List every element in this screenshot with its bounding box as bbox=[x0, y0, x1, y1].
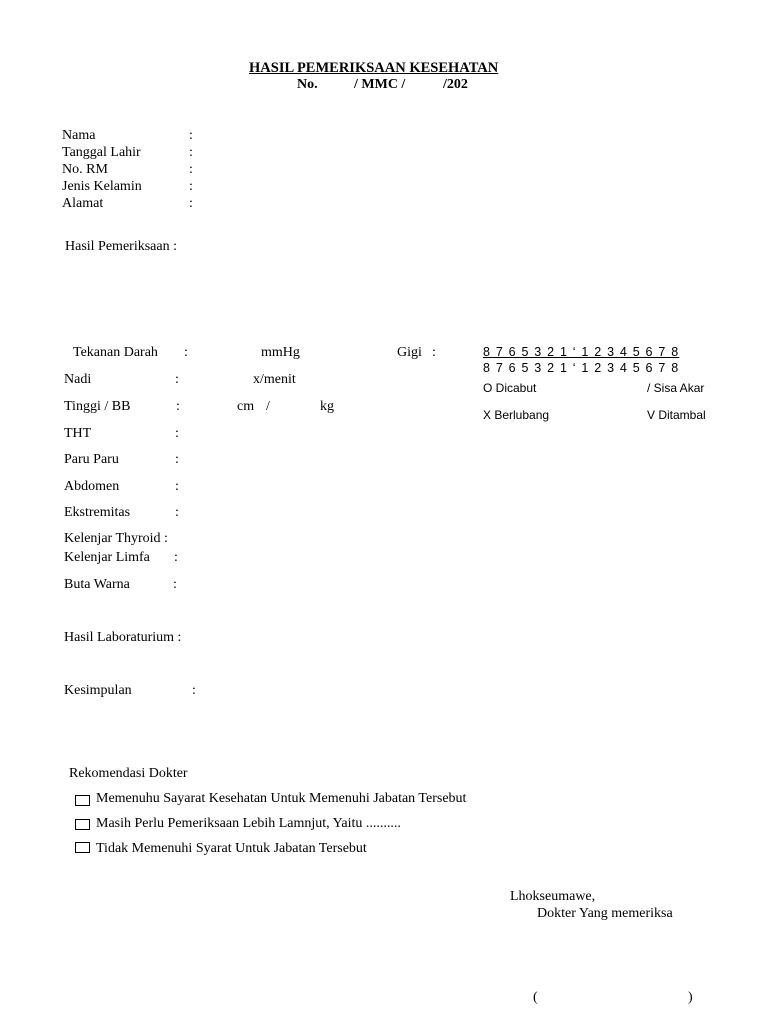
legend-dicabut: O Dicabut bbox=[483, 381, 537, 395]
teeth-upper-row: 8 7 6 5 3 2 1 ‘ 1 2 3 4 5 6 7 8 bbox=[483, 345, 680, 359]
signature-close-paren: ) bbox=[688, 990, 693, 1005]
tanggal-lahir-label: Tanggal Lahir bbox=[62, 145, 141, 160]
tekanan-darah-label: Tekanan Darah bbox=[73, 345, 158, 360]
teeth-lower-row: 8 7 6 5 3 2 1 ‘ 1 2 3 4 5 6 7 8 bbox=[483, 361, 680, 375]
buta-warna-label: Buta Warna bbox=[64, 577, 130, 592]
hasil-laboraturium-label: Hasil Laboraturium : bbox=[64, 630, 182, 645]
option-memenuhi-label: Memenuhu Sayarat Kesehatan Untuk Memenuhi Jabatan Tersebut bbox=[96, 791, 467, 806]
legend-sisa-akar: / Sisa Akar bbox=[647, 381, 705, 395]
tinggi-bb-sep: : bbox=[176, 399, 180, 414]
gigi-label: Gigi bbox=[397, 345, 422, 360]
nadi-unit: x/menit bbox=[253, 372, 296, 387]
kesimpulan-label: Kesimpulan bbox=[64, 683, 132, 698]
ekstremitas-label: Ekstremitas bbox=[64, 505, 131, 520]
tinggi-unit: cm bbox=[237, 399, 255, 414]
number-prefix: No. bbox=[297, 77, 318, 92]
signature-place: Lhokseumawe, bbox=[510, 889, 596, 904]
signature-open-paren: ( bbox=[533, 990, 538, 1005]
ekstremitas-sep: : bbox=[175, 505, 179, 520]
buta-warna-sep: : bbox=[173, 577, 177, 592]
number-year: /202 bbox=[443, 77, 468, 92]
kesimpulan-sep: : bbox=[192, 683, 196, 698]
bb-unit: kg bbox=[320, 399, 334, 414]
option-pemeriksaan-lanjut-checkbox[interactable] bbox=[75, 819, 90, 830]
legend-ditambal: V Ditambal bbox=[647, 408, 706, 422]
alamat-label: Alamat bbox=[62, 196, 104, 211]
legend-berlubang: X Berlubang bbox=[483, 408, 550, 422]
document-title: HASIL PEMERIKSAAN KESEHATAN bbox=[249, 60, 499, 76]
no-rm-label: No. RM bbox=[62, 162, 108, 177]
signature-role: Dokter Yang memeriksa bbox=[537, 906, 673, 921]
option-tidak-memenuhi-label: Tidak Memenuhi Syarat Untuk Jabatan Tersebut bbox=[96, 841, 367, 856]
number-mid: / MMC / bbox=[354, 77, 406, 92]
tanggal-lahir-sep: : bbox=[189, 145, 193, 160]
option-pemeriksaan-lanjut-label: Masih Perlu Pemeriksaan Lebih Lamnjut, Yaitu .......... bbox=[96, 816, 401, 831]
option-memenuhi-checkbox[interactable] bbox=[75, 795, 90, 806]
tekanan-darah-unit: mmHg bbox=[261, 345, 300, 360]
tht-label: THT bbox=[64, 426, 92, 441]
jenis-kelamin-sep: : bbox=[189, 179, 193, 194]
gigi-sep: : bbox=[432, 345, 436, 360]
tinggi-bb-slash: / bbox=[266, 399, 270, 414]
kelenjar-limfa-label: Kelenjar Limfa bbox=[64, 550, 150, 565]
abdomen-label: Abdomen bbox=[64, 479, 120, 494]
tht-sep: : bbox=[175, 426, 179, 441]
alamat-sep: : bbox=[189, 196, 193, 211]
nadi-label: Nadi bbox=[64, 372, 92, 387]
option-tidak-memenuhi-checkbox[interactable] bbox=[75, 842, 90, 853]
kelenjar-limfa-sep: : bbox=[174, 550, 178, 565]
nama-sep: : bbox=[189, 128, 193, 143]
paru-sep: : bbox=[175, 452, 179, 467]
jenis-kelamin-label: Jenis Kelamin bbox=[62, 179, 142, 194]
rekomendasi-heading: Rekomendasi Dokter bbox=[69, 766, 188, 781]
tekanan-darah-sep: : bbox=[184, 345, 188, 360]
abdomen-sep: : bbox=[175, 479, 179, 494]
kelenjar-thyroid-label: Kelenjar Thyroid : bbox=[64, 531, 168, 546]
no-rm-sep: : bbox=[189, 162, 193, 177]
nadi-sep: : bbox=[175, 372, 179, 387]
tinggi-bb-label: Tinggi / BB bbox=[64, 399, 131, 414]
nama-label: Nama bbox=[62, 128, 96, 143]
paru-label: Paru Paru bbox=[64, 452, 119, 467]
hasil-pemeriksaan-heading: Hasil Pemeriksaan : bbox=[65, 239, 177, 254]
